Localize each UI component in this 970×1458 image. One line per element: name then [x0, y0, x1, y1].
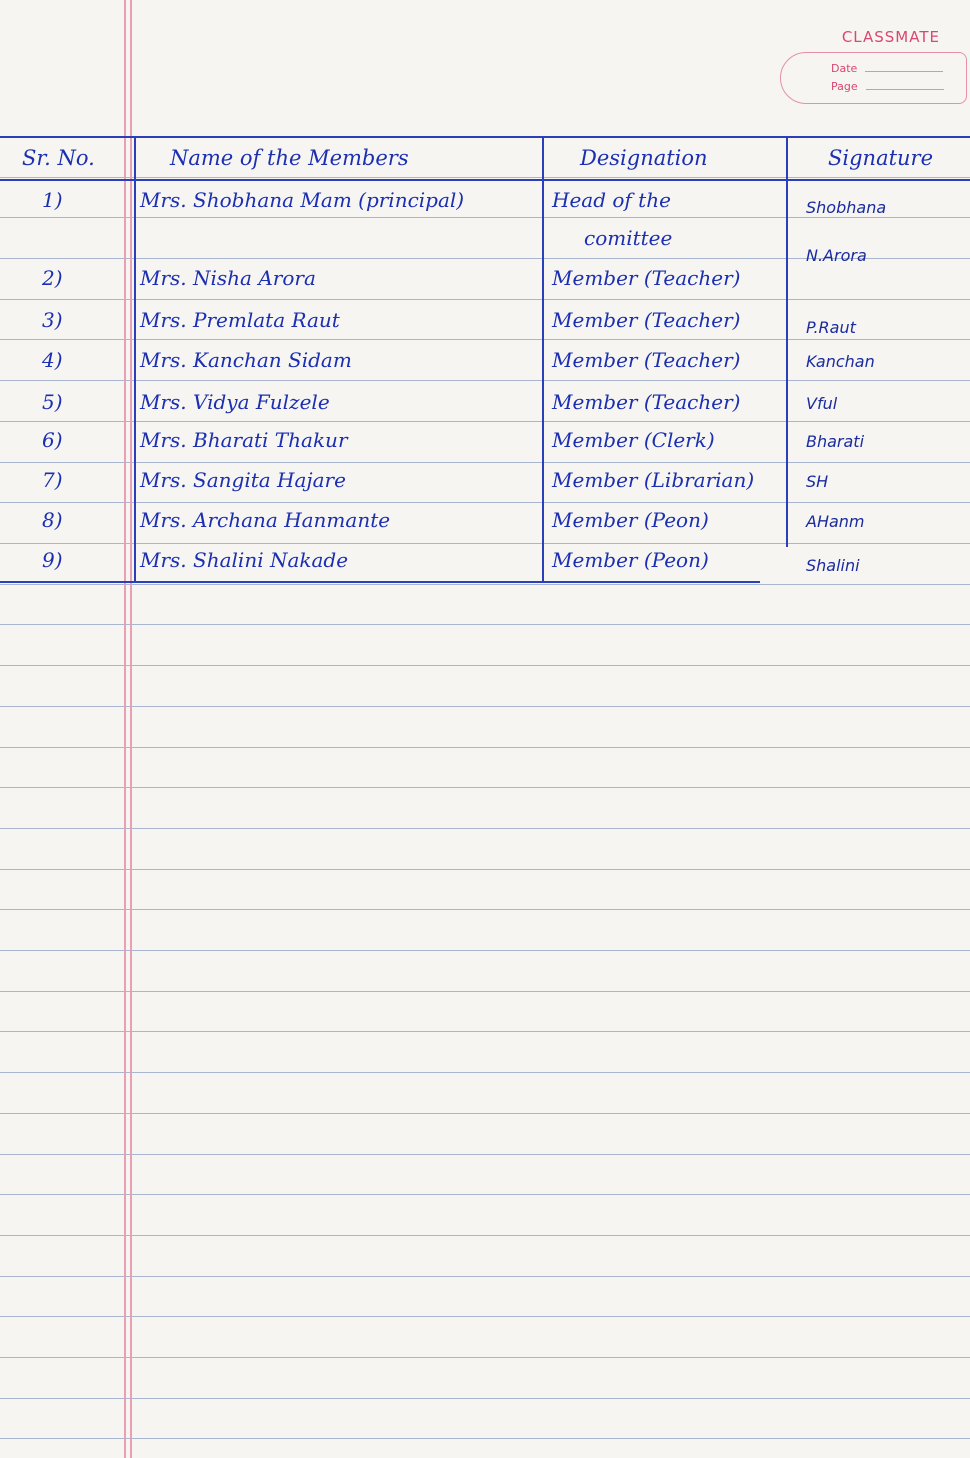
ruled-line	[0, 1154, 970, 1155]
date-label: Date	[831, 62, 858, 75]
ruled-line	[0, 950, 970, 951]
member-designation: Member (Peon)	[552, 548, 709, 572]
ruled-line	[0, 584, 970, 585]
ruled-line	[0, 624, 970, 625]
row-number: 9)	[42, 548, 63, 572]
member-designation: Member (Teacher)	[552, 308, 741, 332]
member-name: Mrs. Shobhana Mam (principal)	[140, 188, 465, 212]
row-number: 7)	[42, 468, 63, 492]
notebook-brand: CLASSMATE	[841, 28, 940, 46]
ruled-line	[0, 339, 970, 340]
member-signature: Kanchan	[806, 352, 875, 371]
row-number: 6)	[42, 428, 63, 452]
member-designation: Member (Clerk)	[552, 428, 715, 452]
table-column-divider	[542, 137, 544, 583]
member-name: Mrs. Sangita Hajare	[140, 468, 346, 492]
member-signature: P.Raut	[806, 318, 856, 337]
member-name: Mrs. Archana Hanmante	[140, 508, 391, 532]
member-designation: Member (Teacher)	[552, 390, 741, 414]
table-column-divider	[786, 137, 788, 547]
member-name: Mrs. Shalini Nakade	[140, 548, 349, 572]
member-name: Mrs. Nisha Arora	[140, 266, 316, 290]
ruled-line	[0, 706, 970, 707]
member-signature: N.Arora	[806, 246, 867, 265]
ruled-line	[0, 787, 970, 788]
left-margin-line	[124, 0, 126, 1458]
member-designation: Member (Teacher)	[552, 348, 741, 372]
ruled-line	[0, 828, 970, 829]
ruled-line	[0, 380, 970, 381]
row-number: 2)	[42, 266, 63, 290]
ruled-line	[0, 665, 970, 666]
table-top-border	[0, 136, 970, 138]
header-signature: Signature	[828, 146, 934, 170]
member-signature: Vful	[806, 394, 838, 413]
member-signature: SH	[806, 472, 829, 491]
ruled-line	[0, 217, 970, 218]
ruled-line	[0, 1072, 970, 1073]
left-margin-line-2	[130, 0, 132, 1458]
member-designation: Head of the	[552, 188, 671, 212]
ruled-line	[0, 299, 970, 300]
ruled-line	[0, 1316, 970, 1317]
header-name: Name of the Members	[170, 146, 409, 170]
page-label: Page	[831, 80, 858, 93]
member-name: Mrs. Vidya Fulzele	[140, 390, 330, 414]
member-name: Mrs. Bharati Thakur	[140, 428, 348, 452]
row-number: 4)	[42, 348, 63, 372]
ruled-line	[0, 1031, 970, 1032]
header-sr-no: Sr. No.	[22, 146, 95, 170]
ruled-line	[0, 1357, 970, 1358]
ruled-line	[0, 462, 970, 463]
ruled-line	[0, 909, 970, 910]
header-designation: Designation	[580, 146, 708, 170]
row-number: 5)	[42, 390, 63, 414]
ruled-line	[0, 1113, 970, 1114]
member-signature: Bharati	[806, 432, 865, 451]
ruled-line	[0, 1194, 970, 1195]
table-bottom-border	[0, 581, 760, 583]
member-name: Mrs. Premlata Raut	[140, 308, 340, 332]
member-name: Mrs. Kanchan Sidam	[140, 348, 352, 372]
table-column-divider	[134, 137, 136, 583]
ruled-line	[0, 869, 970, 870]
ruled-line	[0, 502, 970, 503]
ruled-line	[0, 1438, 970, 1439]
ruled-line	[0, 1235, 970, 1236]
ruled-line	[0, 421, 970, 422]
ruled-line	[0, 177, 970, 178]
row-number: 3)	[42, 308, 63, 332]
ruled-line	[0, 991, 970, 992]
member-designation: Member (Peon)	[552, 508, 709, 532]
table-header-border	[0, 179, 970, 181]
row-number: 8)	[42, 508, 63, 532]
member-signature: Shalini	[806, 556, 860, 575]
member-signature: Shobhana	[806, 198, 887, 217]
row-number: 1)	[42, 188, 63, 212]
member-designation-line-2: comittee	[584, 226, 673, 250]
ruled-line	[0, 1398, 970, 1399]
member-designation: Member (Librarian)	[552, 468, 755, 492]
member-signature: AHanm	[806, 512, 865, 531]
member-designation: Member (Teacher)	[552, 266, 741, 290]
ruled-line	[0, 543, 970, 544]
ruled-line	[0, 1276, 970, 1277]
date-page-box	[780, 52, 967, 104]
ruled-line	[0, 747, 970, 748]
